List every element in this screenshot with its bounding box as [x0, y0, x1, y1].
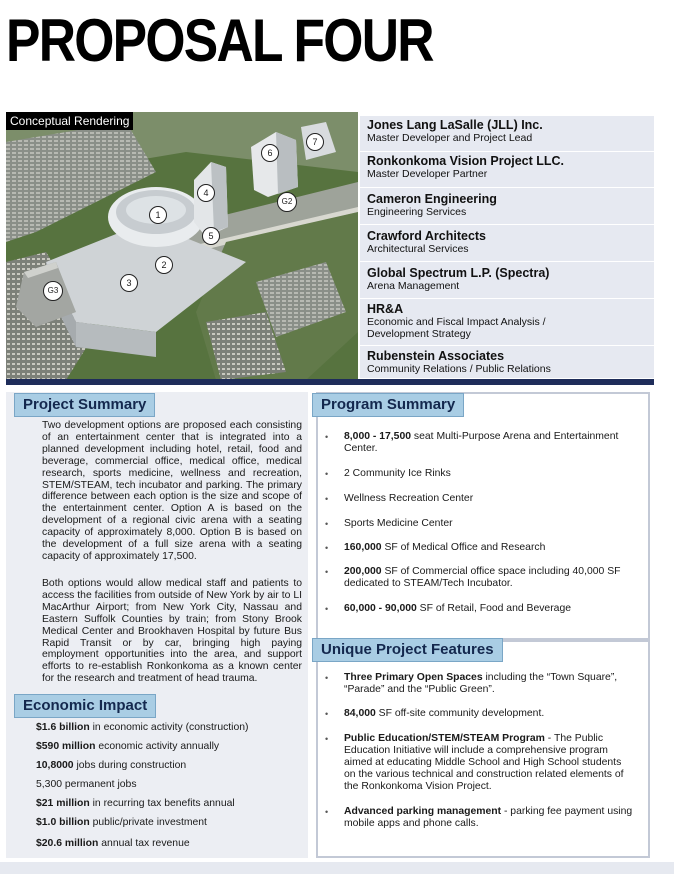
conceptual-rendering-label: Conceptual Rendering	[6, 112, 133, 130]
marker-7: 7	[306, 133, 324, 151]
list-item: • 84,000 SF off-site community development.	[344, 708, 634, 720]
marker-1: 1	[149, 206, 167, 224]
partner-name: Rubenstein Associates	[367, 349, 505, 363]
partner-item	[360, 152, 654, 188]
list-item: • Public Education/STEM/STEAM Program - The Public Education Initiative will include a comprehensive program aimed at educating Middle School and High School students on the various technical and construction related elements of the Ronkonkoma Vision Project.	[344, 733, 632, 793]
economic-impact-item: $1.6 billion in economic activity (construction)	[36, 722, 249, 733]
list-item: • Advanced parking management - parking fee payment using mobile apps and phone calls.	[344, 806, 634, 830]
list-item: • Three Primary Open Spaces including the “Town Square”, “Parade” and the “Public Green”.	[344, 672, 634, 696]
marker-3: 3	[120, 274, 138, 292]
partner-role: Master Developer Partner	[367, 168, 488, 180]
marker-6: 6	[261, 144, 279, 162]
program-summary-heading: Program Summary	[312, 393, 464, 417]
marker-5: 5	[202, 227, 220, 245]
page-title: PROPOSAL FOUR	[6, 7, 433, 74]
economic-impact-item: 5,300 permanent jobs	[36, 779, 137, 790]
partner-name: Global Spectrum L.P. (Spectra)	[367, 266, 550, 280]
economic-impact-item: $1.0 billion public/private investment	[36, 817, 207, 828]
project-summary-paragraph-2: Both options would allow medical staff and patients to access the facilities from outside of New York by air to LI MacArthur Airport; from New York City, Nassau and Eastern Suffolk Counties by train; from Stony Brook Medical Center and Brookhaven Hospital by future Bus Rapid Transit or by car, bringing high paying employment opportunities into the area, and support efforts to re-establish Ronkonkoma as a known center for the research and treatment of head trauma.	[42, 578, 302, 685]
section-divider	[6, 379, 654, 385]
aerial-rendering-graphic	[6, 112, 358, 380]
partner-role: Community Relations / Public Relations	[367, 363, 551, 375]
economic-impact-item: 10,8000 jobs during construction	[36, 760, 187, 771]
list-item: • 60,000 - 90,000 SF of Retail, Food and Beverage	[344, 603, 634, 615]
partner-role: Engineering Services	[367, 206, 467, 218]
marker-g3: G3	[43, 281, 63, 301]
list-item: • 160,000 SF of Medical Office and Research	[344, 542, 634, 554]
economic-impact-item: $20.6 million annual tax revenue	[36, 838, 190, 849]
partner-item	[360, 299, 654, 346]
partner-name: HR&A	[367, 302, 404, 316]
partner-name: Jones Lang LaSalle (JLL) Inc.	[367, 118, 543, 132]
partner-role: Arena Management	[367, 280, 460, 292]
project-summary-heading: Project Summary	[14, 393, 155, 417]
footer-strip	[0, 862, 674, 874]
partner-item	[360, 262, 654, 299]
partner-name: Crawford Architects	[367, 229, 487, 243]
partner-item	[360, 346, 654, 379]
partner-item	[360, 188, 654, 225]
economic-impact-item: $21 million in recurring tax benefits annual	[36, 798, 235, 809]
partner-name: Cameron Engineering	[367, 192, 497, 206]
partner-item	[360, 225, 654, 262]
list-item: • Sports Medicine Center	[344, 518, 634, 530]
list-item: • 200,000 SF of Commercial office space including 40,000 SF dedicated to STEAM/Tech Incubator.	[344, 566, 629, 590]
partners-list	[360, 116, 654, 378]
project-summary-paragraph-1: Two development options are proposed each consisting of an entertainment center that is integrated into a planned development including hotel, retail, food and beverage, commercial office, medical office, medical research, sports medicine, wellness and recreation, STEM/STEAM, tech incubator and parking. The primary difference between each option is the size and scope of the entertainment center. Option A is based on the development of a regional civic arena with a seating capacity of approximately 8,000. Option B is based on the development of a full size arena with a seating capacity of approximately 17,500.	[42, 420, 302, 562]
partner-name: Ronkonkoma Vision Project LLC.	[367, 154, 565, 168]
partner-role: Economic and Fiscal Impact Analysis / Development Strategy	[367, 316, 546, 340]
economic-impact-heading: Economic Impact	[14, 694, 156, 718]
marker-g2: G2	[277, 192, 297, 212]
partner-role: Master Developer and Project Lead	[367, 132, 533, 144]
list-item: • Wellness Recreation Center	[344, 493, 634, 505]
economic-impact-item: $590 million economic activity annually	[36, 741, 220, 752]
partner-item	[360, 116, 654, 152]
list-item: • 8,000 - 17,500 seat Multi-Purpose Arena and Entertainment Center.	[344, 431, 634, 455]
marker-4: 4	[197, 184, 215, 202]
marker-2: 2	[155, 256, 173, 274]
unique-features-heading: Unique Project Features	[312, 638, 503, 662]
conceptual-rendering-image	[6, 112, 358, 380]
list-item: • 2 Community Ice Rinks	[344, 468, 634, 480]
partner-role: Architectural Services	[367, 243, 469, 255]
